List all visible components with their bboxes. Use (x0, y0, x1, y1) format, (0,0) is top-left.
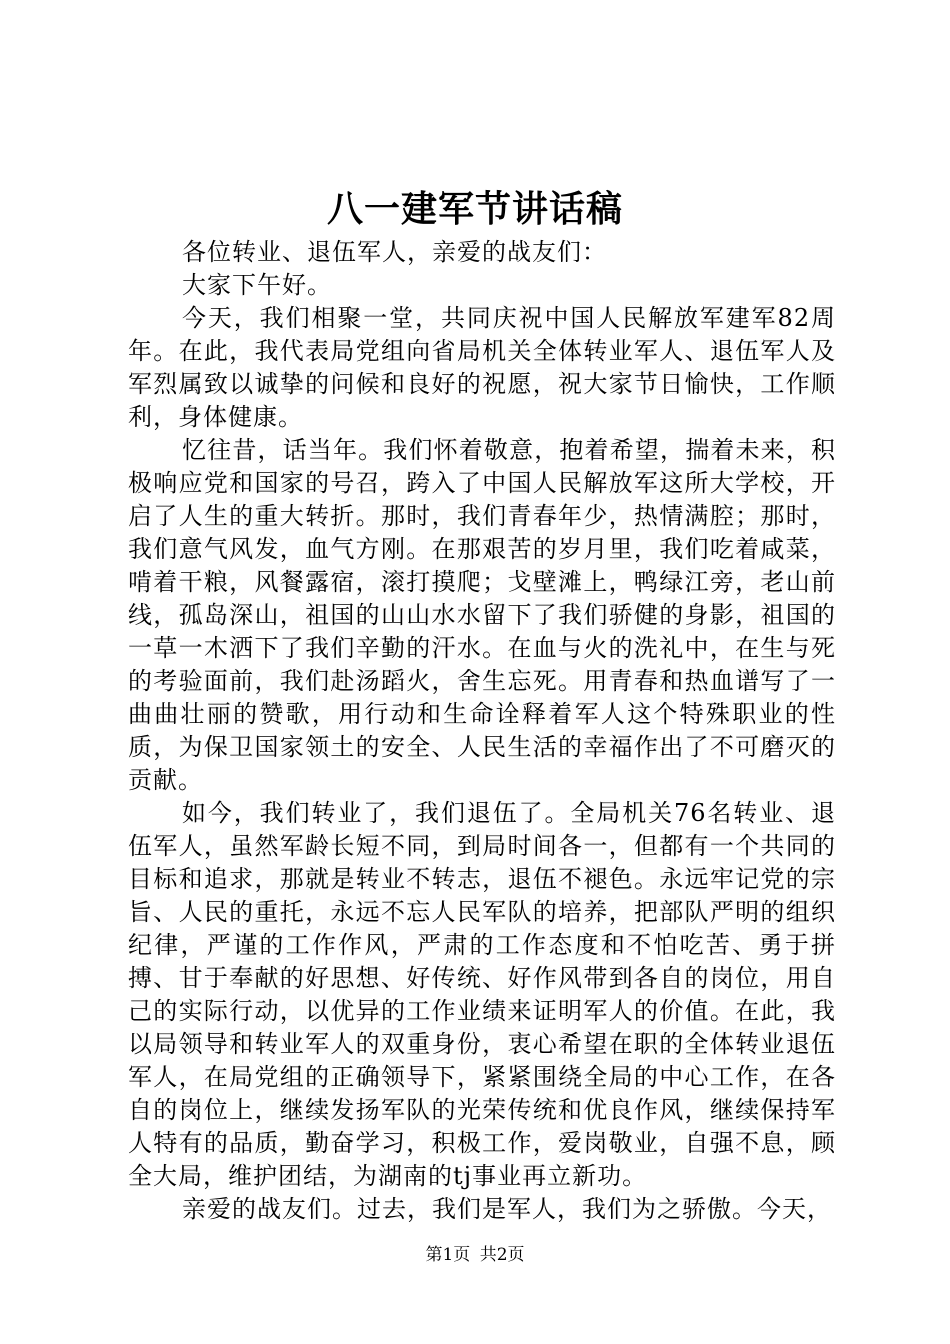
page-number: 第1页 (425, 1245, 471, 1265)
page-footer (0, 1243, 950, 1267)
paragraph-recollection: 忆往昔，话当年。我们怀着敬意，抱着希望，揣着未来，积极响应党和国家的号召，跨入了中国人民解放军这所大学校，开启了人生的重大转折。那时，我们青春年少，热情满腔；那时，我们意气风发，血气方刚。在那艰苦的岁月里，我们吃着咸菜，啃着干粮，风餐露宿，滚打摸爬；戈壁滩上，鸭绿江旁，老山前线，孤岛深山，祖国的山山水水留下了我们骄健的身影，祖国的一草一木洒下了我们辛勤的汗水。在血与火的洗礼中，在生与死的考验面前，我们赴汤蹈火，舍生忘死。用青春和热血谱写了一曲曲壮丽的赞歌，用行动和生命诠释着军人这个特殊职业的性质，为保卫国家领土的安全、人民生活的幸福作出了不可磨灭的贡献。 (128, 436, 836, 794)
paragraph-greeting: 各位转业、退伍军人，亲爱的战友们： (182, 238, 607, 266)
page-total: 共2页 (479, 1245, 525, 1265)
paragraph-hello: 大家下午好。 (182, 271, 332, 299)
paragraph-celebration: 今天，我们相聚一堂，共同庆祝中国人民解放军建军82周年。在此，我代表局党组向省局机关全体转业军人、退伍军人及军烈属致以诚挚的问候和良好的祝愿，祝大家节日愉快，工作顺利，身体健康。 (128, 304, 836, 431)
paragraph-present: 如今，我们转业了，我们退伍了。全局机关76名转业、退伍军人，虽然军龄长短不同，到局时间各一，但都有一个共同的目标和追求，那就是转业不转志，退伍不褪色。永远牢记党的宗旨、人民的重托，永远不忘人民军队的培养，把部队严明的组织纪律，严谨的工作作风，严肃的工作态度和不怕吃苦、勇于拼搏、甘于奉献的好思想、好传统、好作风带到各自的岗位，用自己的实际行动，以优异的工作业绩来证明军人的价值。在此，我以局领导和转业军人的双重身份，衷心希望在职的全体转业退伍军人，在局党组的正确领导下，紧紧围绕全局的中心工作，在各自的岗位上，继续发扬军队的光荣传统和优良作风，继续保持军人特有的品质，勤奋学习，积极工作，爱岗敬业，自强不息，顾全大局，维护团结，为湖南的tj事业再立新功。 (128, 799, 836, 1190)
document-title: 八一建军节讲话稿 (326, 188, 623, 230)
document-body (128, 236, 836, 1226)
paragraph-closing: 亲爱的战友们。过去，我们是军人，我们为之骄傲。今天， (182, 1195, 832, 1223)
